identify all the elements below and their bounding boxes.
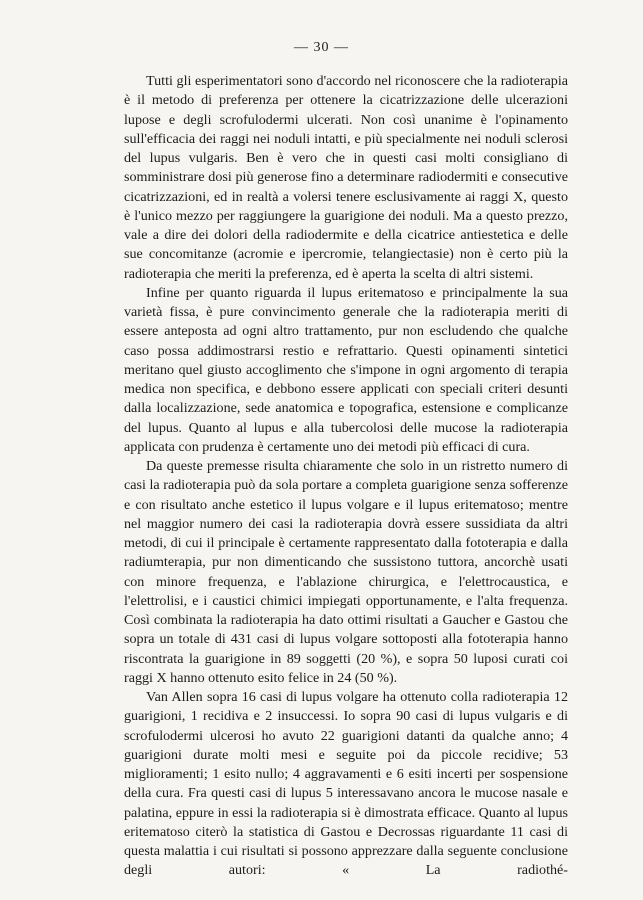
paragraph-van-allen-statistica: Van Allen sopra 16 casi di lupus volgare ha ottenuto colla radioterapia 12 guarigioni, 1 recidiva e 2 insuccessi. Io sopra 90 casi di lupus vulgaris e di scrofulodermi ulcerosi ho avuto 22 guarigioni datanti da qualche anno; 4 guarigioni durate molti mesi e seguite poi da piccole recidive; 53 miglioramenti; 1 esito nullo; 4 aggravamenti e 6 esiti incerti per sospensione della cura. Fra questi casi di lupus 5 interessavano ancora le mucose nasale e palatina, eppure in essi la radioterapia si è dimostrata efficace. Quanto al lupus eritematoso citerò la statistica di Gastou e Decrossas riguardante 11 casi di questa malattia i cui risultati si possono apprezzare dalla seguente conclusione degli autori: « La radiothé- <box>124 689 568 879</box>
paragraph-radioterapia-preferenza: Tutti gli esperimentatori sono d'accordo nel riconoscere che la radioterapia è il metodo di preferenza per ottenere la cicatrizzazione delle ulcerazioni lupose e degli scrofulodermi ulcerati. Non così unanime è l'opinamento sull'efficacia dei raggi nei noduli intatti, e più specialmente nei noduli sclerosi del lupus vulgaris. Ben è vero che in questi casi molti consigliano di somministrare dosi più generose fino a determinare radiodermiti e consecutive cicatrizzazioni, ed in realtà a volersi tenere esclusivamente ai raggi X, questo è l'unico mezzo per raggiungere la guarigione dei noduli. Ma a questo prezzo, vale a dire dei dolori della radiodermite e della cicatrice antiestetica e delle sue concomitanze (acromie e ipercromie, telangiectasie) non è certo più la radioterapia che meriti la preferenza, ed è aperta la scelta di altri sistemi. <box>124 73 568 282</box>
paragraph-premesse-risultati: Da queste premesse risulta chiaramente che solo in un ristretto numero di casi la radioterapia può da sola portare a completa guarigione senza sofferenze e con risultato anche estetico il lupus volgare e il lupus eritematoso; mentre nel maggior numero dei casi la radioterapia dovrà essere sussidiata da altri metodi, di cui il principale è certamente rappresentato dalla fototerapia e dalla radiumterapia, pur non dimenticando che sussistono tuttora, ancorchè usati con minore frequenza, e l'ablazione chirurgica, e l'elettrocaustica, e l'elettrolisi, e i caustici chimici impiegati opportunamente, e l'alta frequenza. Così combinata la radioterapia ha dato ottimi risultati a Gaucher e Gastou che sopra un totale di 431 casi di lupus volgare sottoposti alla fototerapia hanno riscontrata la guarigione in 89 soggetti (20 %), e sopra 50 luposi curati coi raggi X hanno ottenuto esito felice in 24 (50 %). <box>124 458 568 686</box>
paragraph-lupus-eritematoso: Infine per quanto riguarda il lupus eritematoso e principalmente la sua varietà fissa, è pure convincimento generale che la radioterapia meriti di essere anteposta ad ogni altro trattamento, pur non escludendo che qualche caso possa addimostrarsi restio e refrattario. Questi opinamenti sintetici meritano quel giusto accoglimento che s'impone in ogni argomento di terapia medica non specifica, e debbono essere applicati con speciali criteri desunti dalla localizzazione, sede anatomica e topografica, estensione e complicanze del lupus. Quanto al lupus e alla tubercolosi delle mucose la radioterapia applicata con prudenza è certamente uno dei metodi più efficaci di cura. <box>124 284 568 455</box>
body-text <box>124 72 568 881</box>
page-number: — 30 — <box>294 40 349 55</box>
